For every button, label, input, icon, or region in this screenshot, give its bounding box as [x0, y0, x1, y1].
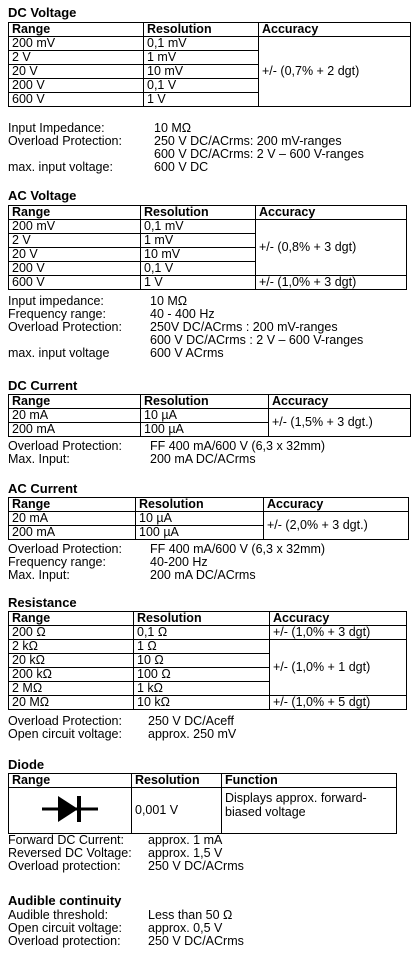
resolution-cell: 10 mV	[141, 248, 256, 262]
info-value: 250 V DC/Aceff	[148, 714, 234, 728]
ac-current-info	[8, 542, 326, 582]
resolution-cell: 1 mV	[141, 234, 256, 248]
info-value: 40 - 400 Hz	[150, 307, 215, 321]
range-cell: 600 V	[9, 93, 144, 107]
accuracy-cell: +/- (1,0% + 3 dgt)	[256, 276, 407, 290]
info-label: Overload Protection:	[8, 320, 122, 334]
resistance-info	[8, 714, 237, 741]
info-label: Reversed DC Voltage:	[8, 846, 132, 860]
function-cell: Displays approx. forward-biased voltage	[222, 788, 397, 834]
range-cell: 2 MΩ	[9, 682, 134, 696]
resolution-cell: 0,1 mV	[141, 220, 256, 234]
info-value: 250 V DC/ACrms: 200 mV-ranges	[154, 134, 342, 148]
resolution-cell: 1 V	[141, 276, 256, 290]
ac-current-title: AC Current	[8, 481, 78, 496]
range-cell: 200 Ω	[9, 626, 134, 640]
diode-info	[8, 833, 244, 873]
resolution-cell: 10 Ω	[134, 654, 270, 668]
info-label: Forward DC Current:	[8, 833, 124, 847]
ac-voltage-title: AC Voltage	[8, 188, 77, 203]
diode-symbol-cell	[9, 788, 132, 834]
accuracy-cell: +/- (2,0% + 3 dgt.)	[264, 512, 409, 540]
info-label: Open circuit voltage:	[8, 921, 122, 935]
info-label: Overload Protection:	[8, 714, 122, 728]
info-label: Frequency range:	[8, 555, 106, 569]
col-function: Function	[222, 774, 397, 788]
info-label: Open circuit voltage:	[8, 727, 122, 741]
col-resolution: Resolution	[141, 206, 256, 220]
resistance-title: Resistance	[8, 595, 77, 610]
range-cell: 20 mA	[9, 512, 136, 526]
dc-current-table	[8, 394, 411, 437]
range-cell: 200 V	[9, 79, 144, 93]
resolution-cell: 1 Ω	[134, 640, 270, 654]
resolution-cell: 0,1 V	[141, 262, 256, 276]
resolution-cell: 1 kΩ	[134, 682, 270, 696]
col-accuracy: Accuracy	[269, 395, 411, 409]
resolution-cell: 0,1 Ω	[134, 626, 270, 640]
range-cell: 2 kΩ	[9, 640, 134, 654]
range-cell: 200 mA	[9, 423, 141, 437]
col-range: Range	[9, 206, 141, 220]
info-label: Overload Protection:	[8, 542, 122, 556]
ac-voltage-table	[8, 205, 407, 290]
resolution-cell: 100 Ω	[134, 668, 270, 682]
resolution-cell: 10 µA	[136, 512, 264, 526]
diode-table	[8, 773, 397, 834]
range-cell: 2 V	[9, 234, 141, 248]
info-label: max. input voltage:	[8, 160, 113, 174]
range-cell: 200 mA	[9, 526, 136, 540]
info-label: Overload protection:	[8, 934, 121, 948]
dc-voltage-title: DC Voltage	[8, 5, 77, 20]
info-value: approx. 1 mA	[148, 833, 223, 847]
range-cell: 200 mV	[9, 220, 141, 234]
info-value: 10 MΩ	[154, 121, 192, 135]
col-range: Range	[9, 498, 136, 512]
col-range: Range	[9, 612, 134, 626]
resolution-cell: 0,001 V	[132, 788, 222, 834]
info-label: Max. Input:	[8, 568, 70, 582]
info-label: Input impedance:	[8, 294, 104, 308]
diode-title: Diode	[8, 757, 45, 772]
info-label: Audible threshold:	[8, 908, 109, 922]
resistance-table	[8, 611, 407, 710]
resolution-cell: 0,1 V	[144, 79, 259, 93]
resolution-cell: 1 V	[144, 93, 259, 107]
accuracy-cell: +/- (1,5% + 3 dgt.)	[269, 409, 411, 437]
accuracy-cell: +/- (0,8% + 3 dgt)	[256, 220, 407, 276]
resolution-cell: 0,1 mV	[144, 37, 259, 51]
col-resolution: Resolution	[136, 498, 264, 512]
info-label: Overload Protection:	[8, 439, 122, 453]
info-value: 600 V ACrms	[150, 346, 224, 360]
range-cell: 20 V	[9, 65, 144, 79]
dc-voltage-table	[8, 22, 411, 107]
info-label: Frequency range:	[8, 307, 106, 321]
ac-current-table	[8, 497, 409, 540]
info-value: approx. 250 mV	[148, 727, 237, 741]
col-resolution: Resolution	[134, 612, 270, 626]
range-cell: 20 kΩ	[9, 654, 134, 668]
range-cell: 2 V	[9, 51, 144, 65]
info-value: 600 V DC/ACrms: 2 V – 600 V-ranges	[154, 147, 364, 161]
col-accuracy: Accuracy	[259, 23, 411, 37]
info-value: 250 V DC/ACrms	[148, 859, 244, 873]
resolution-cell: 100 µA	[141, 423, 269, 437]
col-range: Range	[9, 774, 132, 788]
info-value: 10 MΩ	[150, 294, 188, 308]
resolution-cell: 100 µA	[136, 526, 264, 540]
info-label: Overload protection:	[8, 859, 121, 873]
range-cell: 600 V	[9, 276, 141, 290]
info-label: Max. Input:	[8, 452, 70, 466]
resolution-cell: 10 mV	[144, 65, 259, 79]
dc-voltage-info	[8, 121, 364, 174]
info-value: 250 V DC/ACrms	[148, 934, 244, 948]
info-value: Less than 50 Ω	[148, 908, 233, 922]
range-cell: 200 mV	[9, 37, 144, 51]
info-label: Overload Protection:	[8, 134, 122, 148]
accuracy-cell: +/- (1,0% + 3 dgt)	[270, 626, 407, 640]
dc-current-title: DC Current	[8, 378, 78, 393]
col-accuracy: Accuracy	[270, 612, 407, 626]
diode-icon	[40, 792, 100, 826]
range-cell: 20 mA	[9, 409, 141, 423]
info-label: Input Impedance:	[8, 121, 105, 135]
info-value: 200 mA DC/ACrms	[150, 452, 256, 466]
resolution-cell: 10 µA	[141, 409, 269, 423]
ac-voltage-info	[8, 294, 364, 360]
col-accuracy: Accuracy	[256, 206, 407, 220]
resolution-cell: 10 kΩ	[134, 696, 270, 710]
continuity-info	[8, 908, 244, 948]
range-cell: 20 MΩ	[9, 696, 134, 710]
info-value: approx. 0,5 V	[148, 921, 223, 935]
continuity-title: Audible continuity	[8, 893, 122, 908]
info-value: 250V DC/ACrms : 200 mV-ranges	[150, 320, 338, 334]
range-cell: 200 kΩ	[9, 668, 134, 682]
resolution-cell: 1 mV	[144, 51, 259, 65]
info-value: 600 V DC	[154, 160, 209, 174]
accuracy-cell: +/- (1,0% + 1 dgt)	[270, 640, 407, 696]
col-resolution: Resolution	[141, 395, 269, 409]
info-value: 200 mA DC/ACrms	[150, 568, 256, 582]
info-label: max. input voltage	[8, 346, 110, 360]
info-value: FF 400 mA/600 V (6,3 x 32mm)	[150, 439, 326, 453]
range-cell: 200 V	[9, 262, 141, 276]
col-resolution: Resolution	[144, 23, 259, 37]
info-value: approx. 1,5 V	[148, 846, 223, 860]
accuracy-cell: +/- (1,0% + 5 dgt)	[270, 696, 407, 710]
col-accuracy: Accuracy	[264, 498, 409, 512]
accuracy-cell: +/- (0,7% + 2 dgt)	[259, 37, 411, 107]
col-resolution: Resolution	[132, 774, 222, 788]
info-value: 600 V DC/ACrms : 2 V – 600 V-ranges	[150, 333, 364, 347]
col-range: Range	[9, 395, 141, 409]
dc-current-info	[8, 439, 326, 466]
info-value: FF 400 mA/600 V (6,3 x 32mm)	[150, 542, 326, 556]
col-range: Range	[9, 23, 144, 37]
range-cell: 20 V	[9, 248, 141, 262]
info-value: 40-200 Hz	[150, 555, 208, 569]
